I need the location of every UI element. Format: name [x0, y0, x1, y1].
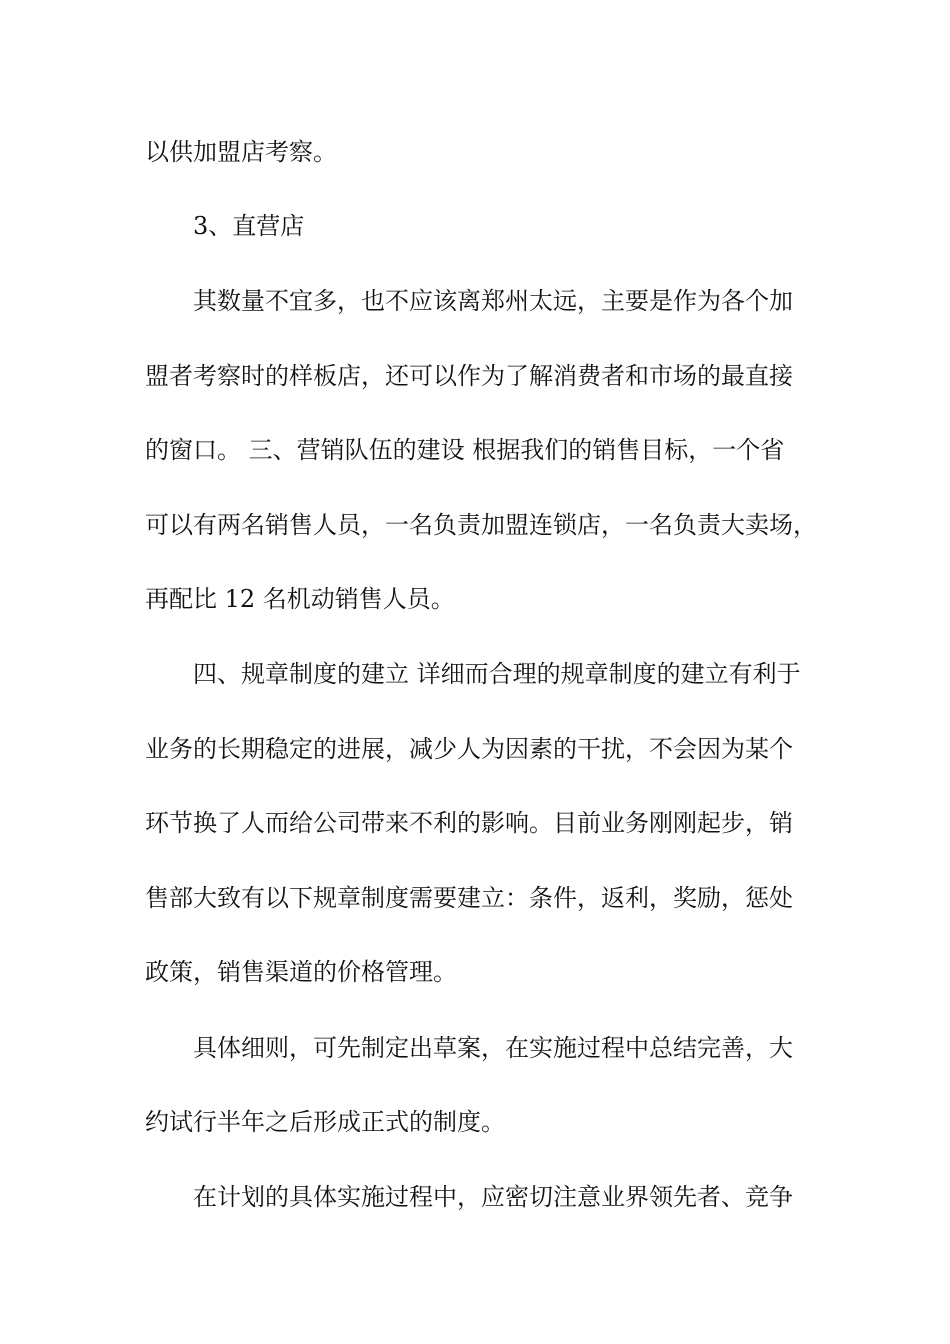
text-line: 盟者考察时的样板店，还可以作为了解消费者和市场的最直接: [145, 362, 793, 390]
text-line: 其数量不宜多，也不应该离郑州太远，主要是作为各个加: [193, 287, 793, 315]
text-line: 的窗口。 三、营销队伍的建设 根据我们的销售目标，一个省: [145, 436, 785, 464]
section-heading: 3、直营店: [193, 212, 305, 240]
text-line: 约试行半年之后形成正式的制度。: [145, 1108, 505, 1136]
text-line: 政策，销售渠道的价格管理。: [145, 958, 457, 986]
text-line: 以供加盟店考察。: [145, 138, 337, 166]
text-line: 可以有两名销售人员，一名负责加盟连锁店，一名负责大卖场，: [145, 511, 817, 539]
text-line: 具体细则，可先制定出草案，在实施过程中总结完善，大: [193, 1034, 793, 1062]
text-line: 四、规章制度的建立 详细而合理的规章制度的建立有利于: [193, 660, 801, 688]
text-line: 在计划的具体实施过程中，应密切注意业界领先者、竞争: [193, 1183, 793, 1211]
text-line: 环节换了人而给公司带来不利的影响。目前业务刚刚起步，销: [145, 809, 793, 837]
text-line: 售部大致有以下规章制度需要建立：条件，返利，奖励，惩处: [145, 884, 793, 912]
text-line: 再配比 12 名机动销售人员。: [145, 585, 455, 613]
text-line: 业务的长期稳定的进展，减少人为因素的干扰，不会因为某个: [145, 735, 793, 763]
